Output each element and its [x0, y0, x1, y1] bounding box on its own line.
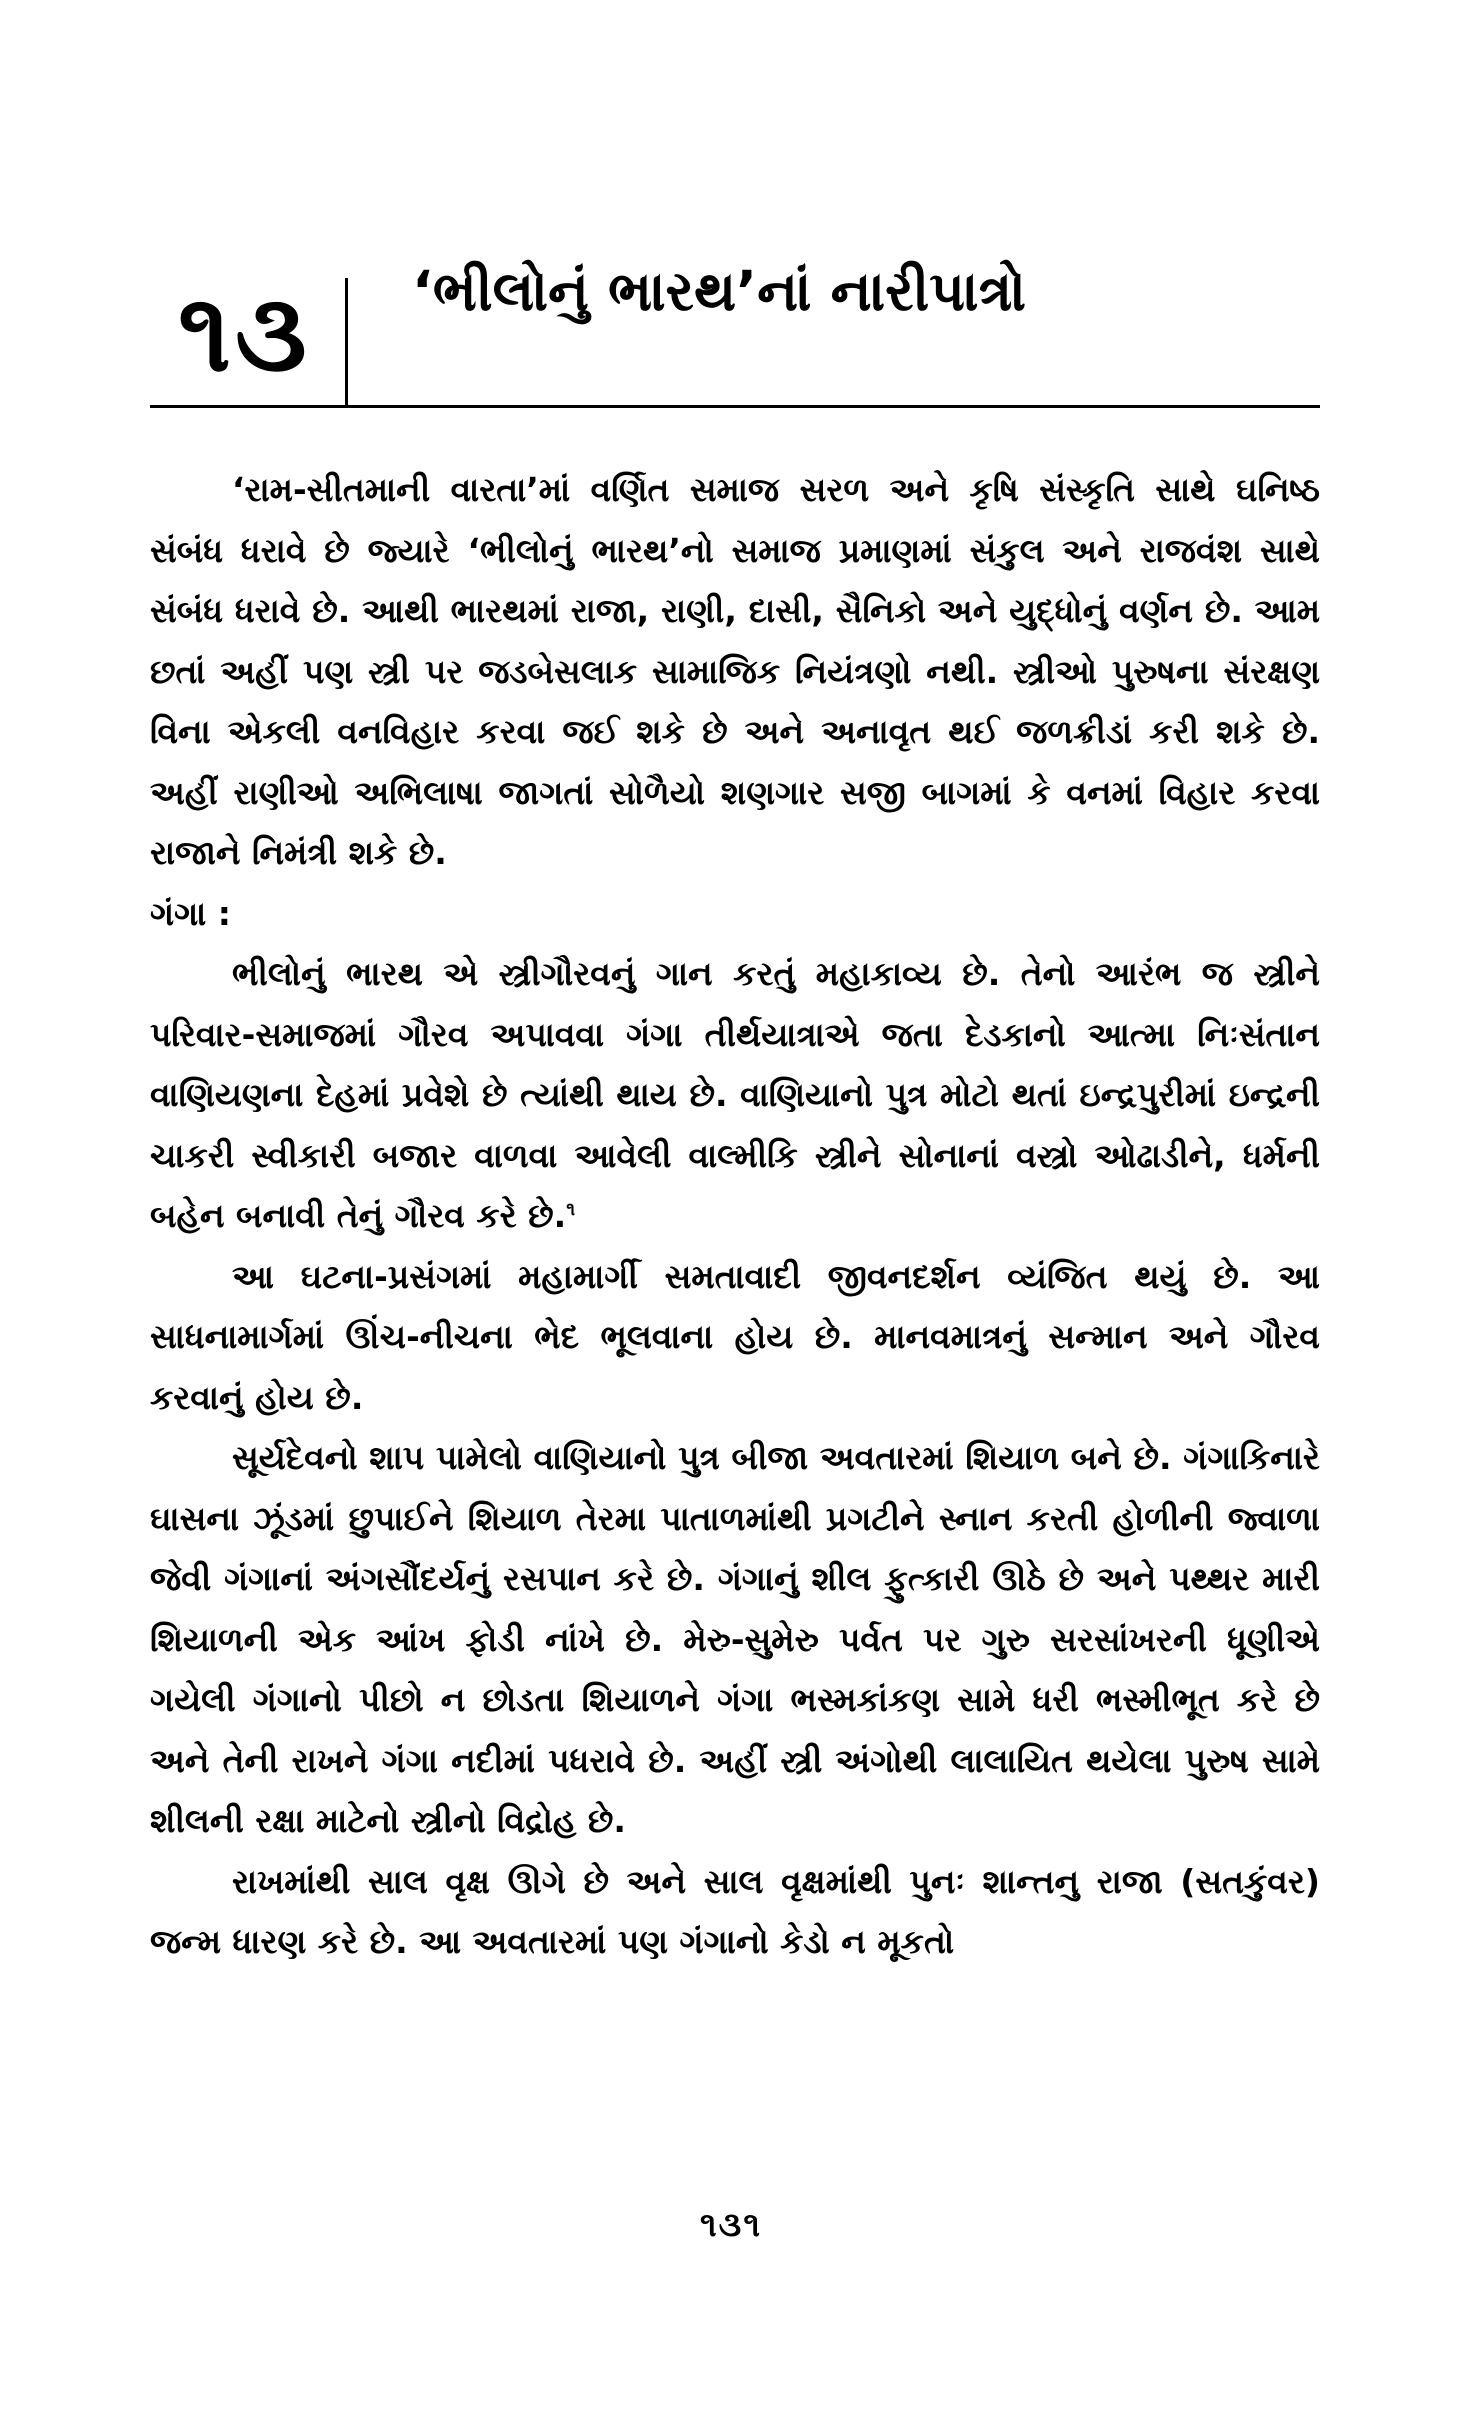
body-text [150, 460, 1320, 1973]
paragraph-ganga-1-text: ભીલોનું ભારથ એ સ્ત્રીગૌરવનું ગાન કરતું મહાકાવ્ય છે. તેનો આરંભ જ સ્ત્રીને પરિવાર-સમાજમાં ગૌરવ અપાવવા ગંગા તીર્થયાત્રાએ જતા દેડકાનો આત્મા નિઃસંતાન વાણિયણના દેહમાં પ્રવેશે છે ત્યાંથી થાય છે. વાણિયાનો પુત્ર મોટો થતાં ઇન્દ્રપુરીમાં ઇન્દ્રની ચાકરી સ્વીકારી બજાર વાળવા આવેલી વાલ્મીકિ સ્ત્રીને સોનાનાં વસ્ત્રો ઓઢાડીને, ધર્મની બહેન બનાવી તેનું ગૌરવ કરે છે. [150, 954, 1320, 1235]
footnote-marker: ૧ [566, 1199, 576, 1220]
header-rule [150, 405, 1320, 408]
chapter-header [150, 230, 1320, 410]
paragraph-ganga-1 [150, 944, 1320, 1247]
chapter-title: ‘ભીલોનું ભારથ’નાં નારીપાત્રો [412, 259, 1027, 323]
section-heading-ganga: ગંગા : [150, 893, 231, 933]
paragraph-ganga-4: રાખમાંથી સાલ વૃક્ષ ઊગે છે અને સાલ વૃક્ષમાંથી પુનઃ શાન્તનુ રાજા (સતકુંવર) જન્મ ધારણ કરે છે. આ અવતારમાં પણ ગંગાનો કેડો ન મૂકતો [150, 1861, 1320, 1961]
page-number: ૧૩૧ [700, 2205, 762, 2245]
paragraph-intro: ‘રામ-સીતમાની વારતા’માં વર્ણિત સમાજ સરળ અને કૃષિ સંસ્કૃતિ સાથે ઘનિષ્ઠ સંબંધ ધરાવે છે જ્યારે ‘ભીલોનું ભારથ’નો સમાજ પ્રમાણમાં સંકુલ અને રાજવંશ સાથે સંબંધ ધરાવે છે. આથી ભારથમાં રાજા, રાણી, દાસી, સૈનિકો અને યુદ્ધોનું વર્ણન છે. આમ છતાં અહીં પણ સ્ત્રી પર જડબેસલાક સામાજિક નિયંત્રણો નથી. સ્ત્રીઓ પુરુષના સંરક્ષણ વિના એકલી વનવિહાર કરવા જઈ શકે છે અને અનાવૃત થઈ જળક્રીડાં કરી શકે છે. અહીં રાણીઓ અભિલાષા જાગતાં સોળૈયો શણગાર સજી બાગમાં કે વનમાં વિહાર કરવા રાજાને નિમંત્રી શકે છે. [150, 470, 1320, 872]
chapter-number: ૧૩ [178, 271, 311, 396]
paragraph-ganga-3: સૂર્યદેવનો શાપ પામેલો વાણિયાનો પુત્ર બીજા અવતારમાં શિયાળ બને છે. ગંગાકિનારે ઘાસના ઝૂંડમાં છુપાઈને શિયાળ તેરમા પાતાળમાંથી પ્રગટીને સ્નાન કરતી હોળીની જ્વાળા જેવી ગંગાનાં અંગસૌંદર્યનું રસપાન કરે છે. ગંગાનું શીલ ફુત્કારી ઊઠે છે અને પથ્થર મારી શિયાળની એક આંખ ફોડી નાંખે છે. મેરુ-સુમેરુ પર્વત પર ગુરુ સરસાંખરની ધૂણીએ ગયેલી ગંગાનો પીછો ન છોડતા શિયાળને ગંગા ભસ્મકાંકણ સામે ધરી ભસ્મીભૂત કરે છે અને તેની રાખને ગંગા નદીમાં પધરાવે છે. અહીં સ્ત્રી અંગોથી લાલાયિત થયેલા પુરુષ સામે શીલની રક્ષા માટેનો સ્ત્રીનો વિદ્રોહ છે. [150, 1438, 1320, 1840]
chapter-divider [345, 278, 348, 408]
paragraph-ganga-2: આ ઘટના-પ્રસંગમાં મહામાર્ગી સમતાવાદી જીવનદર્શન વ્યંજિત થયું છે. આ સાધનામાર્ગમાં ઊંચ-નીચના ભેદ ભૂલવાના હોય છે. માનવમાત્રનું સન્માન અને ગૌરવ કરવાનું હોય છે. [150, 1256, 1320, 1417]
